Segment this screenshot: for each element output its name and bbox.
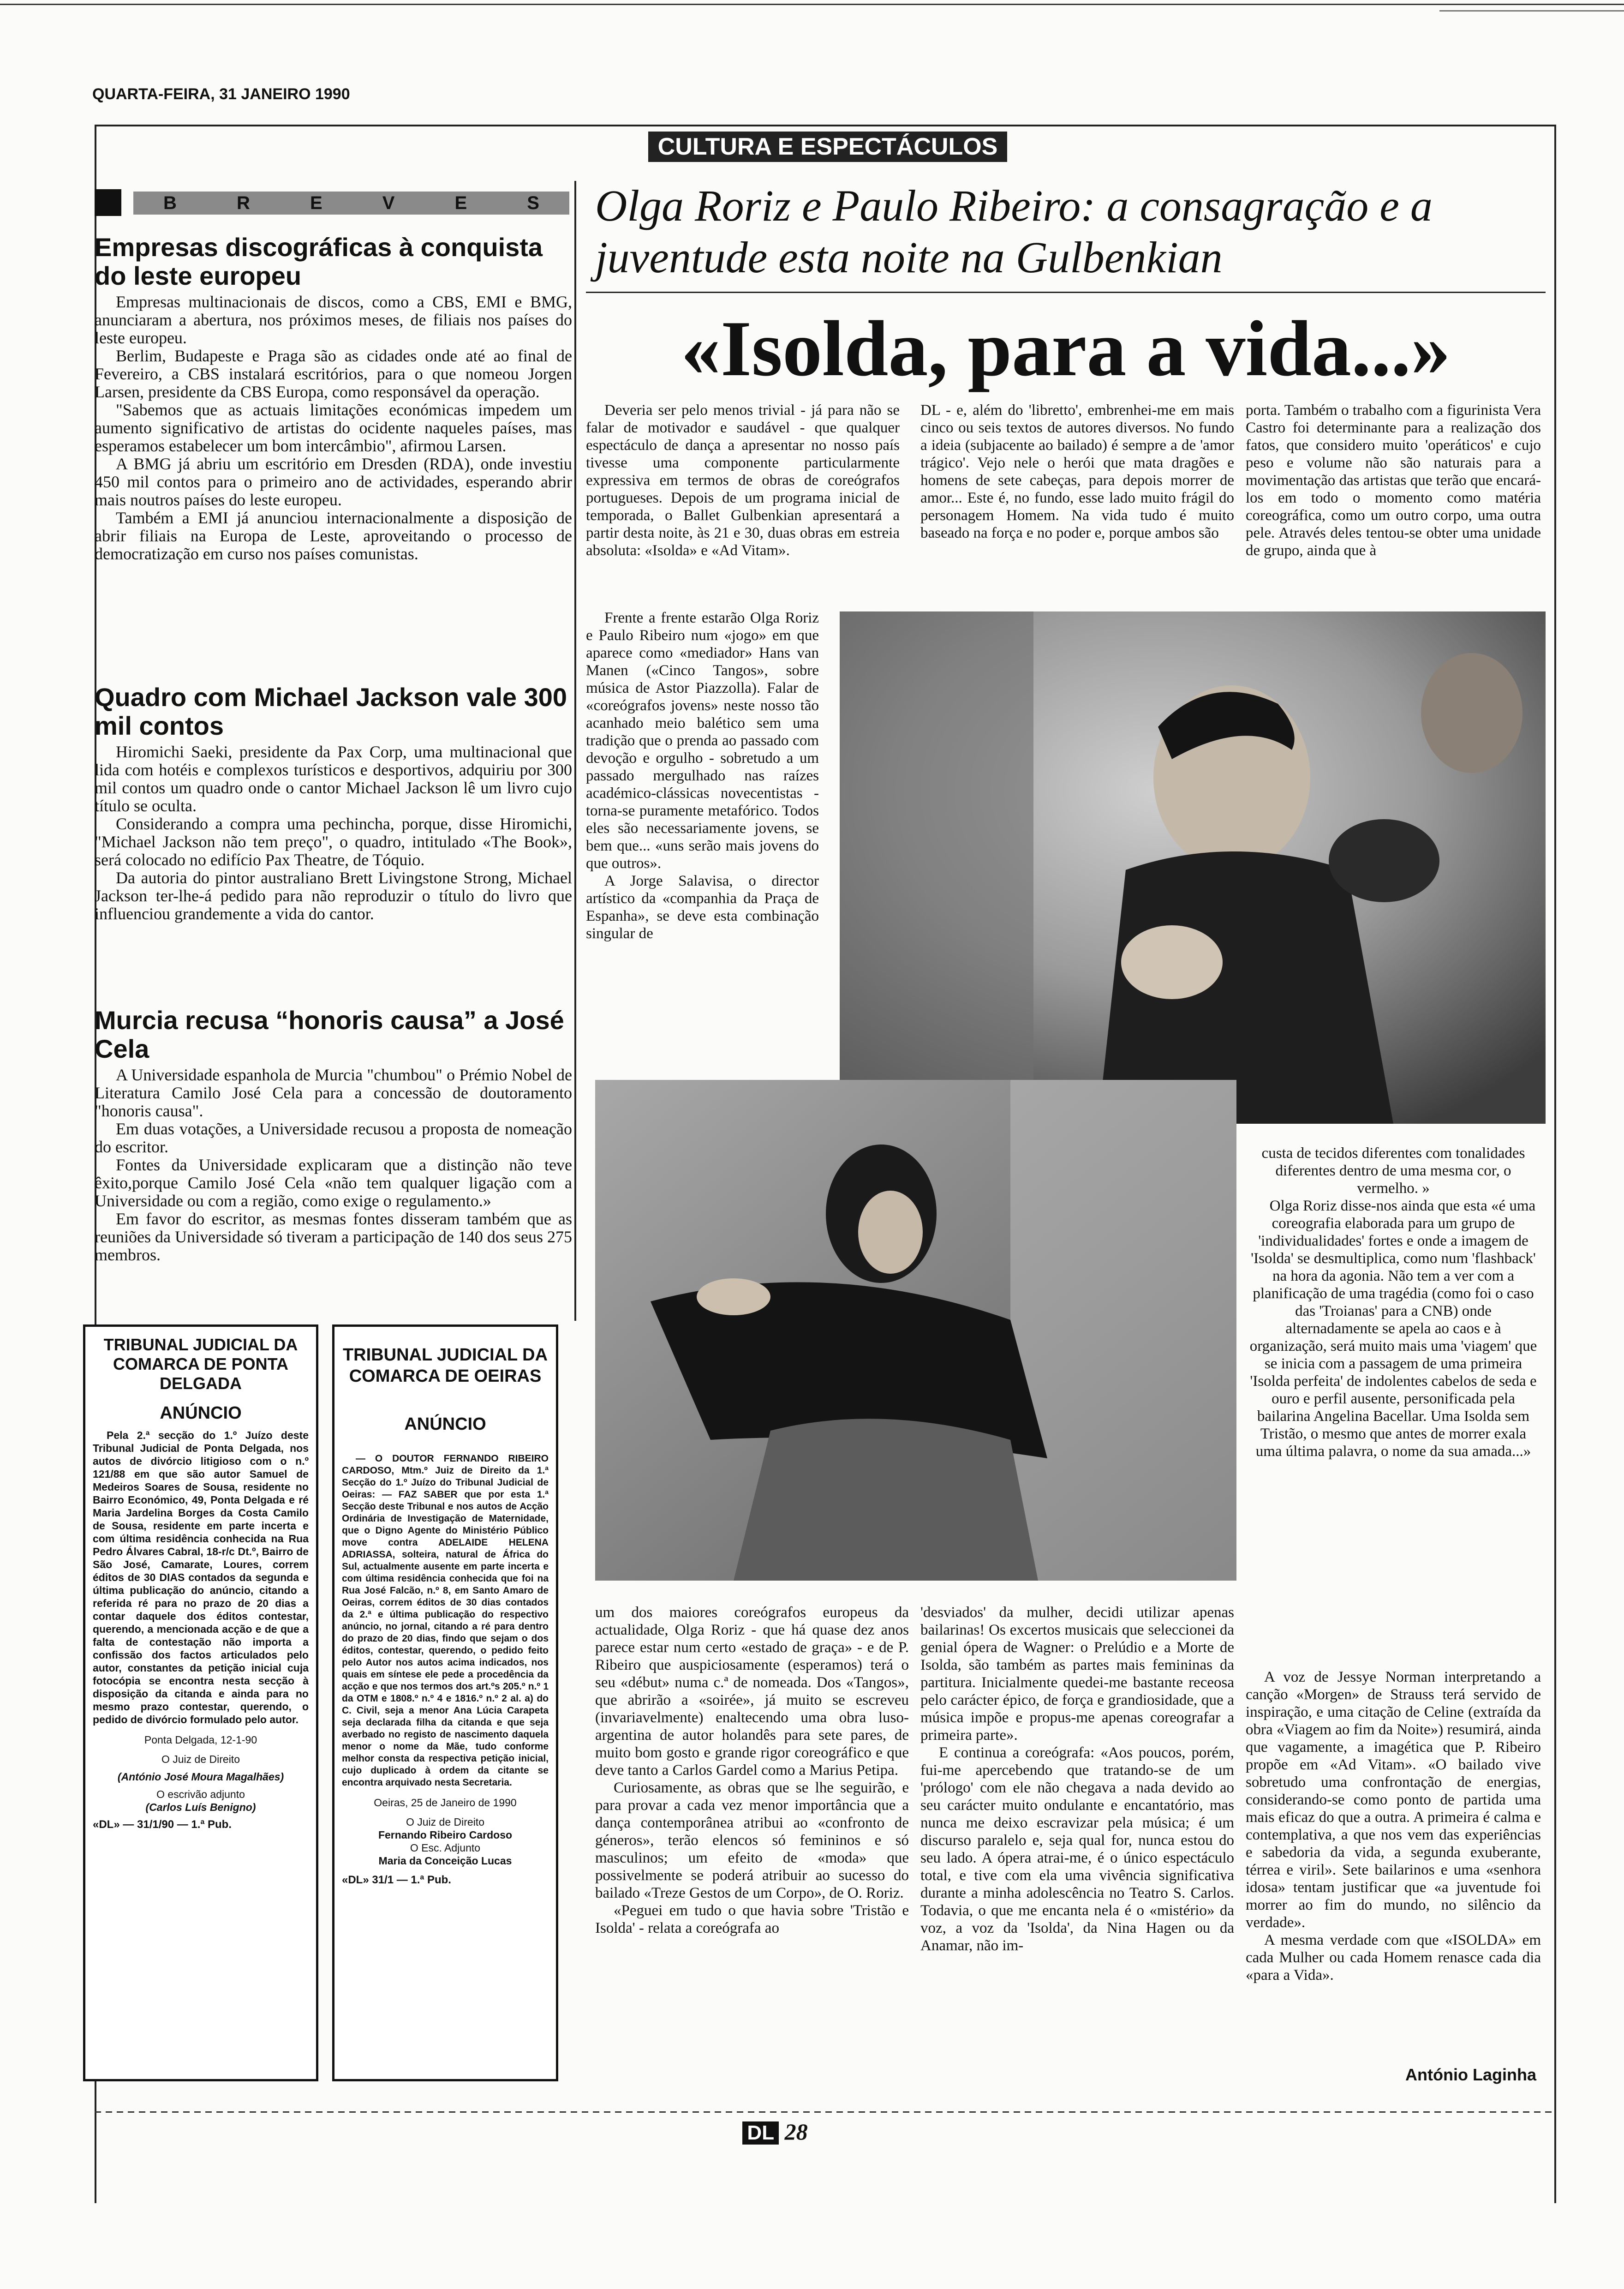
dancer-photo-female [595,1080,1236,1581]
article-title: «Isolda, para a vida...» [681,305,1451,393]
breves-letter: B [163,192,177,213]
dl-logo: DL [742,2121,779,2145]
brief-item [95,683,572,923]
article-paragraph: E continua a coreógrafa: «Aos poucos, porém, fui-me apercebendo que tratando-se de um 'prólogo' com ele não chegava a nada devido ao seu carácter muito ondulante e encantatório, mas nunca me deixo escravizar pela música; é um discurso paralelo e, seja qual for, nunca estou do seu lado. A ópera atrai-me, é o único espectáculo total, e tive com ela uma vivência significativa durante a minha adolescência no Teatro S. Carlos. Todavia, o que me encanta nela é o «mistério» da voz, a voz da 'Isolda', da Nina Hagen ou da Anamar, não im- [920,1744,1234,1954]
brief-headline: Empresas discográficas à conquista do leste europeu [95,233,543,290]
scan-edge-top [0,4,1624,5]
date-header: QUARTA-FEIRA, 31 JANEIRO 1990 [92,85,350,103]
brief-paragraph: Hiromichi Saeki, presidente da Pax Corp, uma multinacional que lida com hotéis e complexos turísticos e desportivos, adquiriu por 300 mil contos um quadro onde o cantor Michael Jackson lê um livro cujo título se oculta. [95,743,572,815]
brief-paragraph: A Universidade espanhola de Murcia "chumbou" o Prémio Nobel de Literatura Camilo José Cela para a concessão de doutoramento "honoris causa". [95,1066,572,1120]
article-column-3-top [1246,401,1541,559]
article-column-2-top [920,401,1234,542]
notice-body: — O DOUTOR FERNANDO RIBEIRO CARDOSO, Mtm.º Juiz de Direito da 1.ª Secção do 1.º Juízo do Tribunal Judicial de Oeiras: — FAZ SABER que por esta 1.ª Secção deste Tribunal e nos autos de Acção Ordinária de Investigação de Maternidade, que o Digno Agente do Ministério Público move contra ADELAIDE HELENA ADRIASSA, solteira, natural de África do Sul, actualmente ausente em parte incerta e com última residência conhecida que foi na Rua José Falcão, n.º 8, em Santo Amaro de Oeiras, correm éditos de 30 dias contados da 2.ª e última publicação do respectivo anúncio, no jornal, citando a ré para dentro do prazo de 20 dias, findo que sejam o dos éditos, contestar, querendo, o pedido feito pelo Autor nos autos acima indicados, nos quais em síntese ele pede a procedência da acção e que nos termos dos art.ºs 205.º n.º 1 da OTM e 1808.º n.º 4 e 1816.º n.º 2 al. a) do C. Civil, seja a menor Ana Lúcia Carapeta seja declarada filha da citanda e que seja averbado no registo de nascimento daquela menor o nome da Mãe, tudo conforme melhor consta da respectiva petição inicial, cujo duplicado à ordem da citante se encontra arquivado nesta Secretaria. [342,1453,549,1788]
article-paragraph: custa de tecidos diferentes com tonalidades diferentes dentro de uma mesma cor, o vermelho. » [1261,1145,1525,1197]
notice-pub: «DL» — 31/1/90 — 1.ª Pub. [93,1818,232,1831]
notice-judge-title: O Juiz de Direito [161,1753,240,1765]
article-paragraph: A Jorge Salavisa, o director artístico da «companhia da Praça de Espanha», se deve esta combinação singular de [586,873,819,942]
brief-headline: Murcia recusa “honoris causa” a José Cela [95,1006,564,1063]
notice-date: Oeiras, 25 de Janeiro de 1990 [374,1797,517,1809]
page-footer [646,2118,904,2145]
article-subtitle: Olga Roriz e Paulo Ribeiro: a consagração e a juventude esta noite na Gulbenkian [595,181,1433,282]
brief-item [95,233,572,563]
article-column-2-bottom [920,1604,1234,1954]
brief-paragraph: Berlim, Budapeste e Praga são as cidades onde até ao final de Fevereiro, a CBS instalará escritórios, para o que nomeou Jorgen Larsen, presidente da CBS Europa, como responsável da operação. [95,347,572,401]
breves-banner [95,187,572,218]
brief-paragraph: A BMG já abriu um escritório em Dresden (RDA), onde investiu 450 mil contos para o primeiro ano de actividades, esperando abrir mais noutros países do leste europeu. [95,455,572,509]
breves-letter: E [310,192,322,213]
notice-judge-name: Fernando Ribeiro Cardoso [378,1829,513,1841]
breves-square-icon [95,189,121,216]
breves-letter: V [382,192,395,213]
article-column-1-bottom [595,1604,909,1937]
brief-paragraph: Da autoria do pintor australiano Brett Livingstone Strong, Michael Jackson ter-lhe-á pedido para não reproduzir o título do livro que influenciou grandemente a vida do cantor. [95,869,572,923]
article-column-3-mid [1248,1144,1539,1460]
article-paragraph: 'desviados' da mulher, decidi utilizar apenas bailarinas! Os excertos musicais que seleccionei da genial ópera de Wagner: o Prelúdio e a Morte de Isolda, são também as partes mais femininas da partitura. Inicialmente quedei-me bastante receosa pelo carácter épico, de força e grandiosidade, que a música impõe e propus-me apenas coreografar a primeira parte». [920,1604,1234,1744]
article-paragraph: porta. Também o trabalho com a figurinista Vera Castro foi determinante para a realização dos fatos, que considero muito 'operáticos' e cujo peso e volume não são naturais para a movimentação das artistas que terão que encará-los em todo o momento como matéria coreográfica, como um outro corpo, uma outra pele. Através deles tentou-se obter uma unidade de grupo, ainda que à [1246,402,1541,559]
column-rule [574,181,576,1321]
notice-court: TRIBUNAL JUDICIAL DA COMARCA DE OEIRAS [342,1345,548,1386]
article-paragraph: Olga Roriz disse-nos ainda que esta «é uma coreografia elaborada para um grupo de 'individualidades' fortes e onde a imagem de 'Isolda' se desmultiplica, como num 'flashback' na hora da agonia. Não tem a ver com a planificação de uma tragédia (como foi o caso das 'Troianas' para a CNB) onde alternadamente se apela ao caos e à organização, será muito mais uma 'viagem' que se inicia com a passagem de uma primeira 'Isolda perfeita' de indolentes cabelos de seda e ouro e perfil ausente, personificada pela bailarina Angelina Bacellar. Uma Isolda sem Tristão, o mesmo que antes de morrer exala uma última palavra, o nome da sua amada...» [1249,1198,1537,1460]
brief-paragraph: Em duas votações, a Universidade recusou a proposta de nomeação do escritor. [95,1120,572,1156]
article-paragraph: Deveria ser pelo menos trivial - já para não se falar de motivador e saudável - que qualquer espectáculo de dança a apresentar no nosso país tivesse uma componente particularmente expressiva em termos de obras de coreógrafos portugueses. Depois de um programa inicial de temporada, o Ballet Gulbenkian apresentará a partir desta noite, às 21 e 30, duas obras em estreia absoluta: «Isolda» e «Ad Vitam». [586,402,900,559]
article-column-1-narrow [586,609,819,942]
breves-letter: R [237,192,250,213]
notice-clerk-title: O escrivão adjunto [156,1788,245,1800]
notice-judge-name: (António José Moura Magalhães) [117,1771,284,1783]
brief-paragraph: Em favor do escritor, as mesmas fontes disseram também que as reuniões da Universidade só tiveram a participação de 140 dos seus 275 membros. [95,1210,572,1264]
section-heading: CULTURA E ESPECTÁCULOS [648,132,1007,162]
notice-judge-title: O Juiz de Direito [406,1816,484,1828]
brief-paragraph: Empresas multinacionais de discos, como a CBS, EMI e BMG, anunciaram a abertura, nos próximos meses, de filiais nos países do leste europeu. [95,293,572,347]
notice-court: TRIBUNAL JUDICIAL DA COMARCA DE PONTA DELGADA [103,1335,298,1393]
brief-headline: Quadro com Michael Jackson vale 300 mil contos [95,683,567,740]
court-notice-oeiras [332,1324,558,2081]
article-paragraph: um dos maiores coreógrafos europeus da actualidade, Olga Roriz - que há quase dez anos parece estar num certo «estado de graça» - e de P. Ribeiro que auspiciosamente (esperamos) terá o seu «début» numa c.ª de nomeada. Dos «Tangos», que abrirão a «soirée», já muito se escreveu (invariavelmente) enaltecendo uma obra luso-argentina de autor holandês para sete pares, de muito bom gosto e grande rigor coreográfico e que deve tanto a Carlos Gardel como a Marius Petipa. [595,1604,909,1779]
article-paragraph: A voz de Jessye Norman interpretando a canção «Morgen» de Strauss terá servido de inspiração, e uma citação de Celine (extraída da obra «Viagem ao fim da Noite») resumirá, ainda que vagamente, a imagética que P. Ribeiro propõe em «Ad Vitam». «O bailado vive sobretudo uma confrontação de energias, considerando-se como ponto de partida uma mais eficaz do que a outra. A primeira é calma e contemplativa, a que nos vem das experiências e sabedoria da vida, a segunda exuberante, térrea e viril». Sete bailarinos e uma «senhora idosa» tentam justificar que «a juventude foi morrer ao fim do mundo, no silêncio da verdade». [1246,1669,1541,1931]
scan-edge-top-2 [1439,10,1624,12]
article-paragraph: A mesma verdade com que «ISOLDA» em cada Mulher ou cada Homem renasce cada dia «para a Vida». [1246,1932,1541,1983]
notice-body: Pela 2.ª secção do 1.º Juízo deste Tribunal Judicial de Ponta Delgada, nos autos de divórcio litigioso com o n.º 121/88 em que são autor Samuel de Medeiros Soares de Sousa, residente no Bairro Económico, 49, Ponta Delgada e ré Maria Jardelina Borges da Costa Camilo de Sousa, residente em parte incerta e com última residência conhecida na Rua Pedro Álvares Cabral, 18-r/c Dt.º, Bairro de São José, Camarate, Loures, correm éditos de 30 DIAS contados da segunda e última publicação do anúncio, citando a referida ré para no prazo de 20 dias a contar daquele dos éditos contestar, querendo, a mencionada acção e de que a falta de contestação não importa a confissão dos factos articulados pelo autor, constantes da petição inicial cuja fotocópia se encontra nesta secção à disposição da citanda e ainda para no mesmo prazo contestar, querendo, o pedido de divórcio formulado pelo autor. [93,1429,309,1726]
notice-heading: ANÚNCIO [404,1414,486,1434]
article-column-3-bottom [1246,1668,1541,1984]
brief-paragraph: Considerando a compra uma pechincha, porque, disse Hiromichi, "Michael Jackson não tem preço", o quadro, intitulado «The Book», será colocado no edifício Pax Theatre, de Tóquio. [95,815,572,869]
article-paragraph: Frente a frente estarão Olga Roriz e Paulo Ribeiro num «jogo» em que aparece como «mediador» Hans van Manen («Cinco Tangos», sobre música de Astor Piazzolla). Falar de «coreógrafos jovens» neste nosso tão acanhado meio balético sem uma tradição que o prenda ao passado com devoção e orgulho - sobretudo a um passado mergulhado nas raízes académico-clássicas novecentistas - torna-se puramente metafórico. Todos eles são necessariamente jovens, se bem que... «uns serão mais jovens do que outros». [586,610,819,872]
dancer-photo-female-image [595,1080,1236,1581]
page-number: 28 [784,2119,808,2145]
breves-letter: E [454,192,467,213]
notice-date: Ponta Delgada, 12-1-90 [144,1734,257,1746]
article-paragraph: «Peguei em tudo o que havia sobre 'Tristão e Isolda' - relata a coreógrafa ao [595,1902,909,1936]
breves-label [133,192,569,215]
notice-heading: ANÚNCIO [160,1403,242,1423]
breves-letter: S [527,192,539,213]
dancer-photo-male-image [840,611,1546,1124]
notice-pub: «DL» 31/1 — 1.ª Pub. [342,1874,451,1886]
article-paragraph: DL - e, além do 'libretto', embrenhei-me em mais cinco ou seis textos de autores diversos. No fundo a ideia (subjacente ao bailado) é sempre a de 'amor trágico'. Vejo nele o herói que mata dragões e homens de sete cabeças, para depois morrer de amor... Este é, no fundo, esse lado muito frágil do personagem Homem. Na vida tudo é muito baseado na força e no poder e, porque ambos são [920,402,1234,541]
notice-clerk-name: Maria da Conceição Lucas [378,1855,512,1867]
brief-paragraph: Também a EMI já anunciou internacionalmente a disposição de abrir filiais na Europa de Leste, aproveitando o processo de democratização em curso nos países comunistas. [95,509,572,563]
article-column-1-top [586,401,900,559]
notice-clerk-name: (Carlos Luís Benigno) [145,1801,256,1813]
notice-clerk-title: O Esc. Adjunto [410,1842,481,1854]
headline-rule [586,292,1546,293]
dancer-photo-male [840,611,1546,1124]
article-paragraph: Curiosamente, as obras que se lhe seguirão, e para provar a cada vez menor importância que a dança contemporânea atribui ao «confronto de géneros», terão elencos só femininos e só masculinos; um efeito de «moda» que possivelmente se poderá atribuir ao sucesso do bailado «Treze Gestos de um Corpo», de O. Roriz. [595,1780,909,1901]
brief-paragraph: Fontes da Universidade explicaram que a distinção não teve êxito,porque Camilo José Cela «não tem qualquer ligação com a Universidade ou com a região, como exige o regulamento.» [95,1156,572,1210]
brief-item [95,1006,572,1264]
article-byline: António Laginha [1405,2065,1536,2084]
brief-paragraph: "Sabemos que as actuais limitações económicas impedem um aumento significativo de artistas do ocidente naqueles países, mas esperamos estabelecer um bom intercâmbio", afirmou Larsen. [95,401,572,455]
bottom-rule [95,2111,1552,2113]
court-notice-ponta-delgada [83,1324,318,2081]
